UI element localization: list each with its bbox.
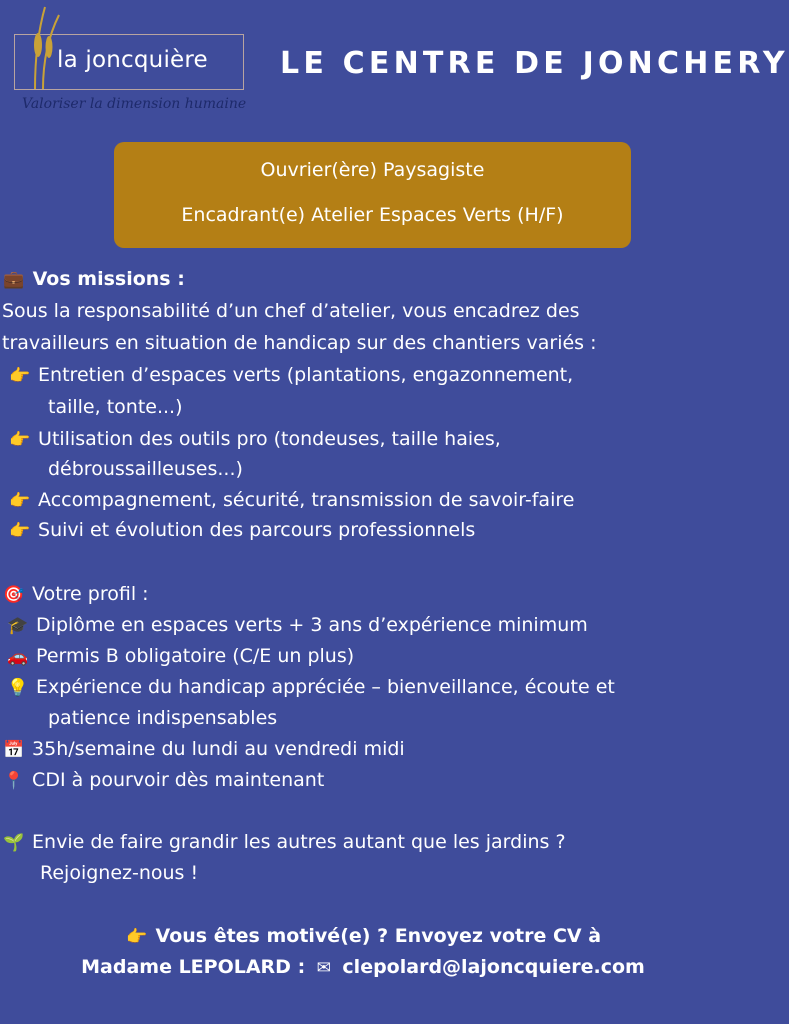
mission-item: 👉 Suivi et évolution des parcours professionnels (8, 515, 475, 545)
logo (14, 34, 244, 90)
pointing-hand-icon: 👉 (9, 430, 31, 450)
profile-item-cont: patience indispensables (48, 707, 278, 729)
profile-heading: Votre profil : (32, 583, 149, 605)
missions-intro-1: Sous la responsabilité d’un chef d’atelier, vous encadrez des (2, 300, 580, 322)
contact-line-2: Madame LEPOLARD : ✉ clepolard@lajoncquiere.com (0, 952, 726, 982)
missions-heading-row (2, 264, 185, 294)
pointing-hand-icon: 👉 (9, 491, 31, 511)
page-title: LE CENTRE DE JONCHERY (280, 46, 789, 81)
target-icon: 🎯 (3, 585, 25, 605)
profile-item: 📅 35h/semaine du lundi au vendredi midi (2, 734, 405, 764)
closing-line-2: Rejoignez-nous ! (40, 862, 199, 884)
logo-text: la joncquière (57, 47, 208, 73)
profile-item: 🎓 Diplôme en espaces verts + 3 ans d’expérience minimum (6, 610, 588, 640)
envelope-icon: ✉ (316, 958, 331, 978)
pointing-hand-icon: 👉 (126, 927, 148, 947)
job-title-1: Ouvrier(ère) Paysagiste (260, 159, 485, 181)
job-title-box (114, 142, 631, 248)
contact-line-1: 👉 Vous êtes motivé(e) ? Envoyez votre CV à (0, 921, 726, 951)
car-icon: 🚗 (7, 647, 29, 667)
job-title-2: Encadrant(e) Atelier Espaces Verts (H/F) (181, 204, 564, 226)
missions-heading: Vos missions : (32, 268, 185, 290)
briefcase-icon: 💼 (3, 270, 25, 290)
missions-intro-2: travailleurs en situation de handicap sur des chantiers variés : (2, 332, 597, 354)
light-bulb-icon: 💡 (7, 678, 29, 698)
logo-tagline: Valoriser la dimension humaine (22, 96, 247, 112)
profile-item: 💡 Expérience du handicap appréciée – bienveillance, écoute et (6, 672, 615, 702)
mission-item: 👉 Entretien d’espaces verts (plantations, engazonnement, (8, 360, 573, 390)
mission-item-cont: taille, tonte...) (48, 396, 183, 418)
profile-heading-row (2, 579, 149, 609)
profile-item: 📍 CDI à pourvoir dès maintenant (2, 765, 324, 795)
mission-item: 👉 Accompagnement, sécurité, transmission de savoir-faire (8, 485, 574, 515)
mission-item: 👉 Utilisation des outils pro (tondeuses, taille haies, (8, 424, 501, 454)
pin-icon: 📍 (3, 771, 25, 791)
pointing-hand-icon: 👉 (9, 521, 31, 541)
pointing-hand-icon: 👉 (9, 366, 31, 386)
mission-item-cont: débroussailleuses...) (48, 458, 243, 480)
contact-email[interactable]: clepolard@lajoncquiere.com (342, 956, 645, 978)
profile-item: 🚗 Permis B obligatoire (C/E un plus) (6, 641, 354, 671)
closing-line-1: 🌱 Envie de faire grandir les autres autant que les jardins ? (2, 827, 566, 857)
graduation-cap-icon: 🎓 (7, 616, 29, 636)
seedling-icon: 🌱 (3, 833, 25, 853)
calendar-icon: 📅 (3, 740, 25, 760)
